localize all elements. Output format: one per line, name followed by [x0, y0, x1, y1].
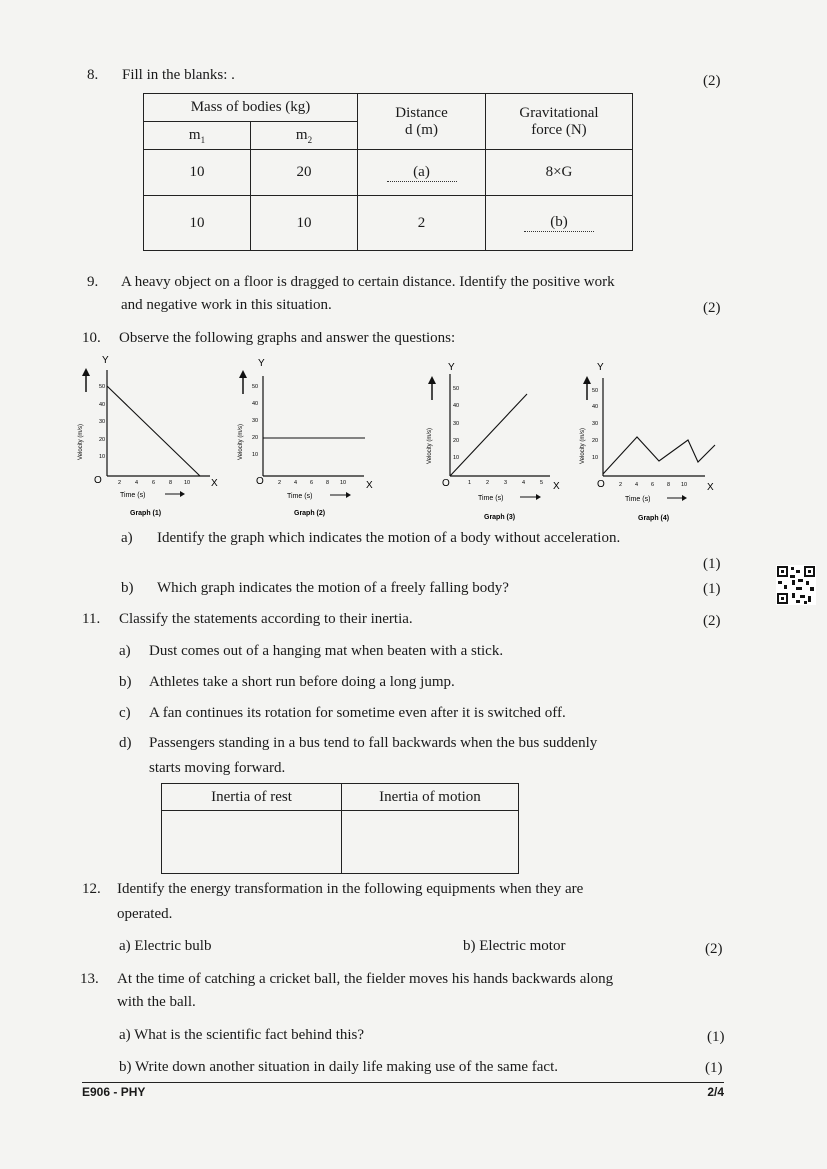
svg-text:8: 8: [667, 482, 671, 488]
q13-line1: At the time of catching a cricket ball, the fielder moves his hands backwards along: [117, 971, 614, 987]
svg-text:Time (s): Time (s): [478, 495, 504, 502]
svg-text:Y: Y: [258, 358, 265, 369]
svg-text:40: 40: [592, 404, 599, 410]
svg-text:10: 10: [340, 480, 347, 486]
svg-text:2: 2: [486, 480, 490, 486]
gravitation-table: [143, 93, 633, 251]
svg-text:8: 8: [169, 480, 173, 486]
svg-text:30: 30: [252, 418, 259, 424]
q13-part-b: b) Write down another situation in daily life making use of the same fact.: [119, 1059, 558, 1075]
svg-text:O: O: [597, 479, 605, 490]
svg-text:50: 50: [453, 386, 460, 392]
svg-text:Velocity (m/s): Velocity (m/s): [580, 427, 586, 464]
q10-text: Observe the following graphs and answer the questions:: [119, 330, 456, 346]
m2-header: $m_2$: [251, 122, 358, 150]
paper-code: E906 - PHY: [82, 1085, 146, 1099]
inertia-motion-header: Inertia of motion: [342, 784, 519, 811]
svg-text:6: 6: [310, 480, 314, 486]
svg-text:6: 6: [651, 482, 655, 488]
inertia-rest-cell: [162, 811, 342, 874]
svg-text:20: 20: [99, 437, 106, 443]
svg-text:4: 4: [635, 482, 639, 488]
q9-marks: (2): [703, 300, 721, 316]
svg-text:1: 1: [468, 480, 472, 486]
q12-number: 12.: [82, 881, 101, 897]
svg-text:Y: Y: [597, 362, 604, 373]
list-item-label: d): [119, 735, 132, 751]
page-footer: [82, 1082, 724, 1099]
svg-text:2: 2: [278, 480, 282, 486]
svg-text:Velocity (m/s): Velocity (m/s): [78, 423, 84, 460]
q9-line1: A heavy object on a floor is dragged to certain distance. Identify the positive work: [121, 274, 615, 290]
graph-3-caption: Graph (3): [484, 514, 516, 521]
inertia-motion-cell: [342, 811, 519, 874]
svg-text:20: 20: [592, 438, 599, 444]
q11-number: 11.: [82, 611, 101, 627]
svg-text:O: O: [256, 476, 264, 487]
q13-number: 13.: [80, 971, 99, 987]
q13b-marks: (1): [705, 1060, 723, 1076]
cell-m1: 10: [144, 150, 251, 196]
mass-header: Mass of bodies (kg): [144, 94, 358, 122]
list-item-continued: starts moving forward.: [149, 760, 286, 776]
q10b-marks: (1): [703, 581, 721, 597]
svg-text:20: 20: [252, 435, 259, 441]
svg-text:10: 10: [592, 455, 599, 461]
svg-text:X: X: [553, 481, 560, 492]
q12-line1: Identify the energy transformation in the following equipments when they are: [117, 881, 584, 897]
y-axis-label: Y: [102, 355, 109, 366]
graph-2: [230, 352, 390, 522]
svg-text:50: 50: [252, 384, 259, 390]
q8-number: 8.: [87, 67, 99, 83]
svg-text:8: 8: [326, 480, 330, 486]
distance-header: Distance d (m): [358, 94, 486, 150]
q13-line2: with the ball.: [117, 994, 196, 1010]
m1-header: $m_1$: [144, 122, 251, 150]
list-item: A fan continues its rotation for sometime even after it is switched off.: [149, 705, 566, 721]
svg-text:6: 6: [152, 480, 156, 486]
svg-text:Velocity (m/s): Velocity (m/s): [427, 427, 433, 464]
cell-m1: 10: [144, 196, 251, 251]
q10-number: 10.: [82, 330, 101, 346]
cell-distance: 2: [358, 196, 486, 251]
svg-text:50: 50: [592, 388, 599, 394]
svg-text:X: X: [211, 478, 218, 489]
cell-m2: 10: [251, 196, 358, 251]
svg-text:10: 10: [453, 455, 460, 461]
svg-text:X: X: [707, 482, 714, 493]
svg-text:40: 40: [99, 402, 106, 408]
graph-3: [420, 352, 580, 522]
svg-text:50: 50: [99, 384, 106, 390]
svg-text:Time (s): Time (s): [625, 496, 651, 503]
q12-option-a: a) Electric bulb: [119, 938, 212, 954]
q12-line2: operated.: [117, 906, 173, 922]
inertia-table: [161, 783, 519, 874]
svg-text:X: X: [366, 480, 373, 491]
list-item-label: c): [119, 705, 131, 721]
svg-text:40: 40: [453, 403, 460, 409]
svg-text:4: 4: [522, 480, 526, 486]
inertia-rest-header: Inertia of rest: [162, 784, 342, 811]
q10a-label: a): [121, 530, 133, 546]
svg-text:3: 3: [504, 480, 508, 486]
svg-text:5: 5: [540, 480, 544, 486]
cell-force: (b): [486, 196, 633, 251]
svg-text:Velocity (m/s): Velocity (m/s): [238, 423, 244, 460]
svg-text:10: 10: [99, 454, 106, 460]
page-number: 2/4: [707, 1085, 724, 1099]
q10b-label: b): [121, 580, 134, 596]
svg-text:10: 10: [252, 452, 259, 458]
q10a-marks: (1): [703, 556, 721, 572]
svg-text:O: O: [94, 475, 102, 486]
graph-4: [575, 352, 735, 522]
table-row: [144, 150, 633, 196]
cell-distance: (a): [358, 150, 486, 196]
svg-text:Time (s): Time (s): [287, 493, 313, 500]
svg-text:30: 30: [99, 419, 106, 425]
svg-text:O: O: [442, 478, 450, 489]
qr-code: [776, 565, 816, 605]
svg-text:2: 2: [619, 482, 623, 488]
q10b-text: Which graph indicates the motion of a freely falling body?: [157, 580, 509, 596]
svg-text:4: 4: [294, 480, 298, 486]
q13a-marks: (1): [707, 1029, 725, 1045]
list-item: Passengers standing in a bus tend to fall backwards when the bus suddenly: [149, 735, 598, 751]
q11-text: Classify the statements according to their inertia.: [119, 611, 413, 627]
cell-m2: 20: [251, 150, 358, 196]
table-row: [144, 196, 633, 251]
svg-text:30: 30: [453, 421, 460, 427]
graph-1-caption: Graph (1): [130, 510, 162, 517]
q11-marks: (2): [703, 613, 721, 629]
svg-text:2: 2: [118, 480, 122, 486]
cell-force: 8×G: [486, 150, 633, 196]
q12-marks: (2): [705, 941, 723, 957]
svg-text:20: 20: [453, 438, 460, 444]
svg-text:40: 40: [252, 401, 259, 407]
list-item: Athletes take a short run before doing a long jump.: [149, 674, 455, 690]
svg-text:10: 10: [184, 480, 191, 486]
q9-line2: and negative work in this situation.: [121, 297, 332, 313]
svg-text:30: 30: [592, 421, 599, 427]
q8-text: Fill in the blanks: .: [122, 67, 235, 83]
q12-option-b: b) Electric motor: [463, 938, 566, 954]
force-header: Gravitational force (N): [486, 94, 633, 150]
svg-text:Time (s): Time (s): [120, 492, 146, 499]
q10a-text: Identify the graph which indicates the motion of a body without acceleration.: [157, 530, 621, 546]
q13-part-a: a) What is the scientific fact behind this?: [119, 1027, 365, 1043]
list-item-label: b): [119, 674, 132, 690]
graph-4-caption: Graph (4): [638, 515, 670, 522]
q8-marks: (2): [703, 73, 721, 89]
graph-1: [70, 352, 230, 522]
q9-number: 9.: [87, 274, 99, 290]
svg-text:4: 4: [135, 480, 139, 486]
svg-text:10: 10: [681, 482, 688, 488]
list-item: Dust comes out of a hanging mat when beaten with a stick.: [149, 643, 504, 659]
svg-text:Y: Y: [448, 362, 455, 373]
list-item-label: a): [119, 643, 131, 659]
graph-2-caption: Graph (2): [294, 510, 326, 517]
